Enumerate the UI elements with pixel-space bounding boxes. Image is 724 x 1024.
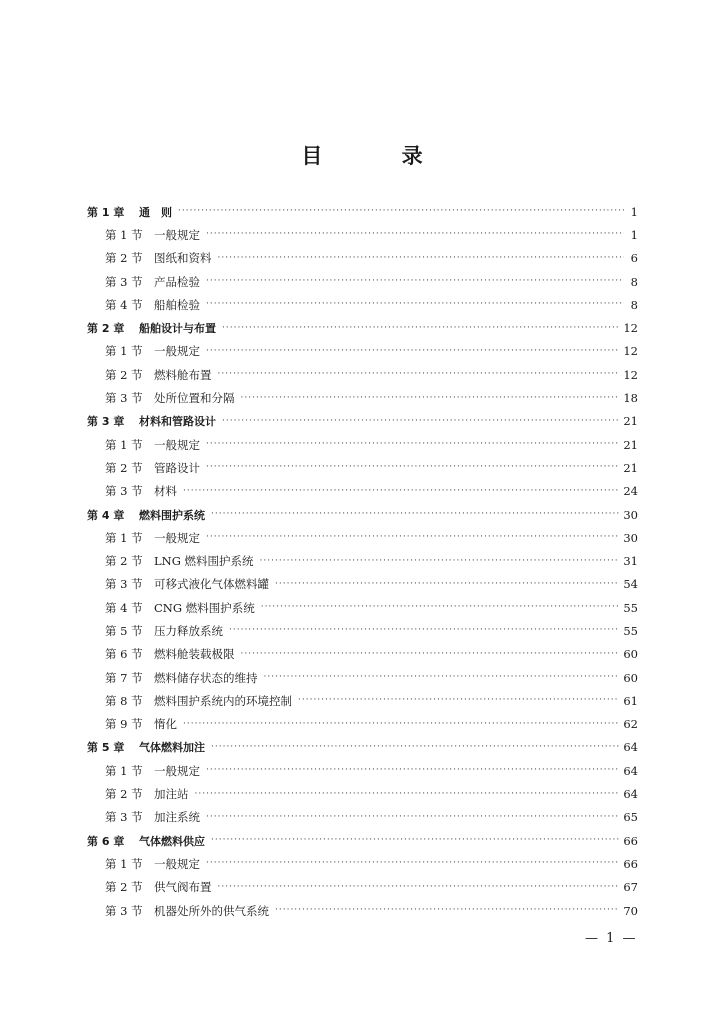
toc-entry-number: 第 1 节 bbox=[105, 763, 143, 778]
toc-entry-title: 管路设计 bbox=[154, 460, 200, 475]
toc-entry-title: 燃料围护系统 bbox=[139, 508, 205, 522]
toc-entry-page: 21 bbox=[623, 414, 638, 429]
toc-entry-title: 一般规定 bbox=[154, 344, 200, 359]
toc-entry-title: 机器处所外的供气系统 bbox=[154, 903, 269, 918]
dot-leader bbox=[206, 347, 619, 356]
toc-entry-title: 可移式液化气体燃料罐 bbox=[154, 577, 269, 592]
toc-entry-title: 压力释放系统 bbox=[154, 623, 223, 638]
toc-entry-page: 6 bbox=[630, 251, 638, 266]
toc-entry-number: 第 3 章 bbox=[87, 415, 125, 429]
toc-entry-page: 61 bbox=[623, 693, 638, 708]
toc-entry-page: 8 bbox=[630, 274, 638, 289]
toc-entry-page: 8 bbox=[630, 297, 638, 312]
toc-entry-page: 1 bbox=[630, 204, 638, 219]
dot-leader bbox=[211, 510, 619, 519]
toc-entry-page: 12 bbox=[623, 321, 638, 336]
toc-entry-title: 一般规定 bbox=[154, 227, 200, 242]
dot-leader bbox=[183, 720, 619, 729]
toc-entry-number: 第 3 节 bbox=[105, 391, 143, 406]
toc-entry-page: 62 bbox=[623, 717, 638, 732]
toc-entry-page: 66 bbox=[623, 856, 638, 871]
toc-chapter-entry bbox=[87, 829, 638, 852]
toc-entry-number: 第 7 节 bbox=[105, 670, 143, 685]
toc-section-entry bbox=[87, 689, 638, 712]
toc-entry-page: 60 bbox=[623, 647, 638, 662]
toc-entry-number: 第 2 节 bbox=[105, 554, 143, 569]
toc-entry-title: 图纸和资料 bbox=[154, 251, 212, 266]
toc-chapter-entry bbox=[87, 316, 638, 339]
toc-entry-number: 第 5 节 bbox=[105, 623, 143, 638]
toc-entry-page: 64 bbox=[623, 787, 638, 802]
toc-entry-page: 64 bbox=[623, 740, 638, 755]
toc-section-entry bbox=[87, 456, 638, 479]
toc-entry-title: 处所位置和分隔 bbox=[154, 391, 235, 406]
toc-entry-page: 70 bbox=[623, 903, 638, 918]
toc-entry-number: 第 2 节 bbox=[105, 787, 143, 802]
toc-entry-number: 第 2 节 bbox=[105, 460, 143, 475]
toc-chapter-entry bbox=[87, 410, 638, 433]
toc-entry-title: 船舶检验 bbox=[154, 297, 200, 312]
toc-entry-title: 产品检验 bbox=[154, 274, 200, 289]
dot-leader bbox=[206, 813, 619, 822]
toc-entry-title: LNG 燃料围护系统 bbox=[154, 554, 254, 569]
toc-entry-number: 第 2 节 bbox=[105, 251, 143, 266]
toc-entry-number: 第 2 节 bbox=[105, 880, 143, 895]
dot-leader bbox=[218, 883, 620, 892]
toc-entry-number: 第 2 节 bbox=[105, 367, 143, 382]
toc-chapter-entry bbox=[87, 200, 638, 223]
toc-entry-number: 第 4 节 bbox=[105, 600, 143, 615]
toc-entry-number: 第 9 节 bbox=[105, 717, 143, 732]
toc-entry-title: 燃料储存状态的维持 bbox=[154, 670, 258, 685]
toc-entry-number: 第 1 节 bbox=[105, 530, 143, 545]
toc-entry-page: 60 bbox=[623, 670, 638, 685]
dot-leader bbox=[222, 324, 619, 333]
toc-entry-page: 66 bbox=[623, 833, 638, 848]
toc-entry-page: 12 bbox=[623, 367, 638, 382]
toc-entry-title: 燃料舱装载极限 bbox=[154, 647, 235, 662]
toc-entry-title: 气体燃料加注 bbox=[139, 741, 205, 755]
dot-leader bbox=[206, 300, 624, 309]
toc-section-entry bbox=[87, 666, 638, 689]
page-title: 目 录 bbox=[301, 144, 459, 168]
dot-leader bbox=[229, 626, 619, 635]
toc-entry-number: 第 3 节 bbox=[105, 903, 143, 918]
toc-section-entry bbox=[87, 549, 638, 572]
toc-entry-title: CNG 燃料围护系统 bbox=[154, 600, 255, 615]
toc-entry-number: 第 5 章 bbox=[87, 741, 125, 755]
dot-leader bbox=[211, 836, 619, 845]
toc-chapter-entry bbox=[87, 736, 638, 759]
dot-leader bbox=[178, 207, 624, 216]
toc-section-entry bbox=[87, 759, 638, 782]
toc-entry-page: 55 bbox=[623, 623, 638, 638]
toc-section-entry bbox=[87, 526, 638, 549]
dot-leader bbox=[261, 603, 620, 612]
toc-section-entry bbox=[87, 480, 638, 503]
toc-entry-title: 一般规定 bbox=[154, 530, 200, 545]
dot-leader bbox=[183, 487, 619, 496]
toc-section-entry bbox=[87, 293, 638, 316]
toc-section-entry bbox=[87, 876, 638, 899]
toc-section-entry bbox=[87, 247, 638, 270]
toc-entry-title: 通 则 bbox=[139, 205, 172, 219]
toc-entry-page: 30 bbox=[623, 507, 638, 522]
toc-entry-page: 24 bbox=[623, 484, 638, 499]
toc-entry-number: 第 6 章 bbox=[87, 834, 125, 848]
toc-chapter-entry bbox=[87, 503, 638, 526]
dot-leader bbox=[206, 766, 619, 775]
toc-entry-number: 第 3 节 bbox=[105, 484, 143, 499]
dot-leader bbox=[241, 650, 620, 659]
toc-entry-page: 21 bbox=[623, 460, 638, 475]
toc-entry-title: 气体燃料供应 bbox=[139, 834, 205, 848]
toc-entry-title: 加注系统 bbox=[154, 810, 200, 825]
dot-leader bbox=[206, 859, 619, 868]
toc-entry-page: 1 bbox=[630, 227, 638, 242]
toc-entry-number: 第 1 节 bbox=[105, 437, 143, 452]
toc-section-entry bbox=[87, 852, 638, 875]
dot-leader bbox=[298, 696, 619, 705]
toc-entry-title: 一般规定 bbox=[154, 437, 200, 452]
toc-section-entry bbox=[87, 223, 638, 246]
toc-entry-title: 材料和管路设计 bbox=[139, 415, 216, 429]
toc-entry-page: 21 bbox=[623, 437, 638, 452]
toc-section-entry bbox=[87, 270, 638, 293]
toc-section-entry bbox=[87, 619, 638, 642]
dot-leader bbox=[206, 463, 619, 472]
dot-leader bbox=[218, 254, 625, 263]
toc-entry-title: 船舶设计与布置 bbox=[139, 322, 216, 336]
toc-entry-number: 第 4 节 bbox=[105, 297, 143, 312]
toc-entry-number: 第 8 节 bbox=[105, 693, 143, 708]
toc-section-entry bbox=[87, 340, 638, 363]
toc-section-entry bbox=[87, 386, 638, 409]
toc-entry-title: 材料 bbox=[154, 484, 177, 499]
toc-entry-number: 第 2 章 bbox=[87, 322, 125, 336]
dot-leader bbox=[275, 580, 619, 589]
toc-entry-number: 第 3 节 bbox=[105, 577, 143, 592]
toc-entry-number: 第 3 节 bbox=[105, 810, 143, 825]
dot-leader bbox=[275, 906, 619, 915]
toc-entry-page: 12 bbox=[623, 344, 638, 359]
dot-leader bbox=[264, 673, 620, 682]
dot-leader bbox=[218, 370, 620, 379]
dot-leader bbox=[195, 790, 620, 799]
toc-section-entry bbox=[87, 806, 638, 829]
toc-entry-number: 第 1 节 bbox=[105, 227, 143, 242]
toc-section-entry bbox=[87, 363, 638, 386]
toc-entry-title: 加注站 bbox=[154, 787, 189, 802]
toc-entry-page: 55 bbox=[623, 600, 638, 615]
toc-section-entry bbox=[87, 713, 638, 736]
dot-leader bbox=[222, 417, 619, 426]
toc-entry-number: 第 6 节 bbox=[105, 647, 143, 662]
toc-section-entry bbox=[87, 573, 638, 596]
toc-entry-page: 64 bbox=[623, 763, 638, 778]
dot-leader bbox=[206, 440, 619, 449]
toc-entry-page: 30 bbox=[623, 530, 638, 545]
toc-section-entry bbox=[87, 899, 638, 922]
toc-section-entry bbox=[87, 782, 638, 805]
toc-entry-title: 一般规定 bbox=[154, 856, 200, 871]
dot-leader bbox=[206, 533, 619, 542]
toc-entry-page: 18 bbox=[623, 391, 638, 406]
dot-leader bbox=[206, 230, 624, 239]
page-number: — 1 — bbox=[585, 931, 638, 946]
toc-entry-number: 第 4 章 bbox=[87, 508, 125, 522]
dot-leader bbox=[206, 277, 624, 286]
toc-entry-page: 65 bbox=[623, 810, 638, 825]
toc-entry-title: 一般规定 bbox=[154, 763, 200, 778]
toc-entry-title: 供气阀布置 bbox=[154, 880, 212, 895]
toc-section-entry bbox=[87, 596, 638, 619]
toc-entry-title: 燃料围护系统内的环境控制 bbox=[154, 693, 292, 708]
dot-leader bbox=[211, 743, 619, 752]
toc-entry-page: 67 bbox=[623, 880, 638, 895]
toc-entry-number: 第 1 节 bbox=[105, 856, 143, 871]
toc-section-entry bbox=[87, 643, 638, 666]
toc-entry-title: 燃料舱布置 bbox=[154, 367, 212, 382]
toc-entry-title: 惰化 bbox=[154, 717, 177, 732]
toc-entry-number: 第 3 节 bbox=[105, 274, 143, 289]
dot-leader bbox=[241, 394, 620, 403]
toc-entry-page: 54 bbox=[623, 577, 638, 592]
toc-entry-page: 31 bbox=[623, 554, 638, 569]
table-of-contents bbox=[87, 200, 638, 922]
toc-entry-number: 第 1 章 bbox=[87, 205, 125, 219]
toc-section-entry bbox=[87, 433, 638, 456]
toc-entry-number: 第 1 节 bbox=[105, 344, 143, 359]
dot-leader bbox=[260, 557, 620, 566]
